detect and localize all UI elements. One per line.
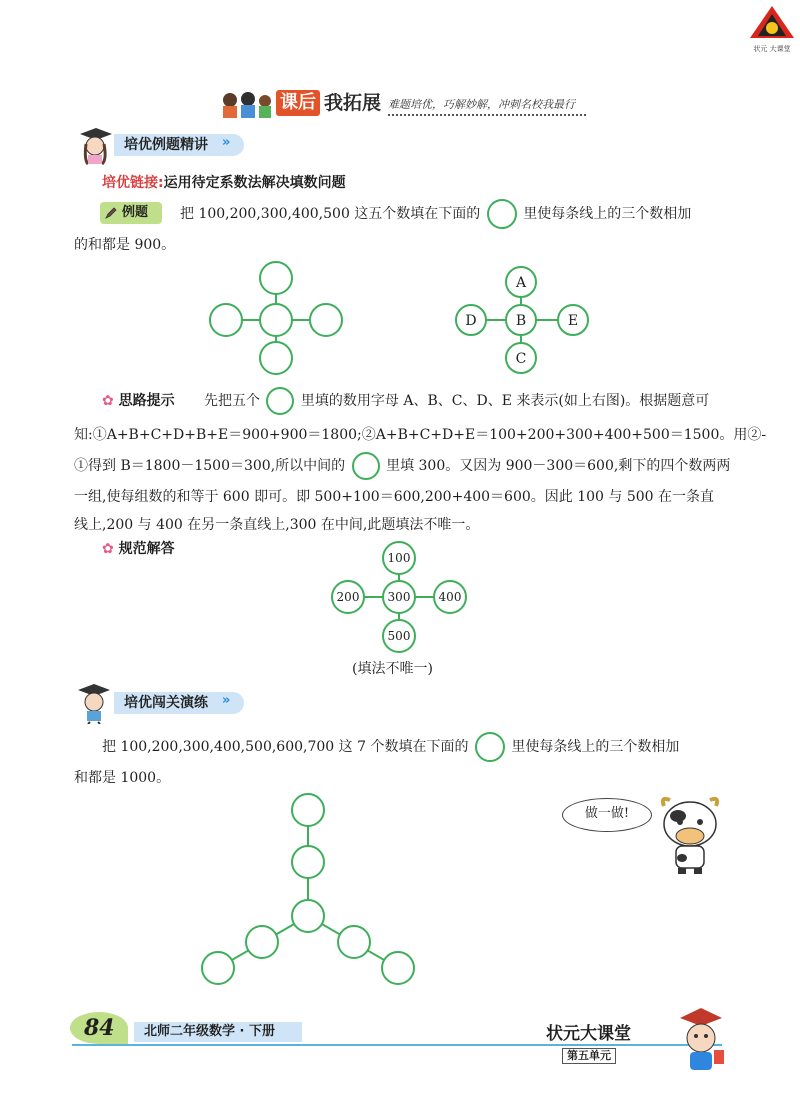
answer-label: 规范解答 (118, 541, 175, 557)
footer-unit: 第五单元 (562, 1048, 616, 1064)
flower-icon: ✿ (102, 393, 114, 409)
header-dotted-rule (388, 114, 586, 116)
letter-d: D (465, 313, 477, 329)
header-title: 我拓展 (324, 92, 382, 114)
corner-logo-text: 状元 大课堂 (753, 45, 791, 53)
exercise-text-a: 把 100,200,300,400,500,600,700 这 7 个数填在下面的 (102, 739, 469, 755)
link-label: 培优链接: (102, 175, 164, 191)
answer-cross-diagram (326, 538, 474, 656)
header-badge: 课后 (276, 90, 320, 116)
letter-b: B (515, 313, 527, 329)
exercise-circle-center[interactable] (292, 900, 324, 932)
flower-icon: ✿ (102, 541, 114, 557)
blank-circle-left (210, 304, 242, 336)
hint-circle-inline-1 (266, 387, 294, 415)
answer-heading (102, 542, 175, 556)
example-circle-inline (487, 199, 517, 229)
footer-book: 北师二年级数学 · 下册 (144, 1024, 275, 1039)
example-line-1 (180, 207, 691, 221)
exercise-circle-right-inner[interactable] (338, 926, 370, 958)
exercise-circle-left-outer[interactable] (202, 952, 234, 984)
link-line (102, 176, 346, 190)
letter-cross-diagram (456, 267, 588, 373)
footer-page-number: 84 (84, 1015, 115, 1041)
exercise-star-diagram (196, 790, 422, 990)
letter-c: C (515, 351, 527, 367)
exercise-text-c: 和都是 1000。 (74, 770, 171, 786)
example-tag (100, 202, 162, 224)
answer-note: (填法不唯一) (352, 661, 433, 677)
exercise-circle-top[interactable] (292, 794, 324, 826)
corner-logo (748, 4, 796, 53)
scholar-mascot-icon (670, 1004, 732, 1074)
hint-text-3b: 里填 300。又因为 900－300＝600,剩下的四个数两两 (386, 458, 731, 474)
example-label: 例题 (122, 205, 149, 220)
graduate-boy-icon (72, 682, 114, 724)
hint-line-2: 知:①A+B+C+D+B+E＝900+900＝1800;②A+B+C+D+E＝100+200+300+400+500＝1500。用②- (74, 427, 767, 443)
answer-value-top: 100 (387, 551, 411, 565)
exercise-line-1 (102, 740, 679, 754)
hint-line-4: 一组,使每组数的和等于 600 即可。即 500+100＝600,200+400＝600。因此 100 与 500 在一条直 (74, 489, 715, 505)
triangle-logo-icon (748, 4, 796, 40)
exercise-text-b: 里使每条线上的三个数相加 (511, 739, 680, 755)
section2-chevrons: » (222, 693, 231, 708)
hint-label: 思路提示 (118, 393, 175, 409)
hint-circle-inline-2 (352, 452, 380, 480)
section2-title: 培优闯关演练 (124, 695, 208, 711)
speech-text: 做一做! (584, 806, 630, 821)
letter-a: A (515, 275, 527, 291)
header-tagline: 难题培优，巧解妙解，冲刺名校我最行 (388, 98, 575, 111)
footer-rule (72, 1044, 722, 1046)
hint-text-3a: ①得到 B＝1800－1500＝300,所以中间的 (74, 458, 346, 474)
blank-circle-right (310, 304, 342, 336)
example-text-a: 把 100,200,300,400,500 这五个数填在下面的 (180, 206, 481, 222)
hint-text-1b: 里填的数用字母 A、B、C、D、E 来表示(如上右图)。根据题意可 (300, 393, 710, 409)
speech-bubble (562, 798, 652, 832)
hint-line-3 (74, 459, 730, 473)
section1-chevrons: » (222, 135, 231, 150)
example-text-c: 的和都是 900。 (74, 237, 176, 253)
blank-cross-diagram (210, 262, 342, 374)
kids-reading-icon (218, 90, 274, 120)
footer-brand: 状元大课堂 (546, 1024, 631, 1044)
answer-value-bottom: 500 (387, 629, 411, 643)
blank-circle-bottom (260, 342, 292, 374)
hint-heading (102, 394, 175, 408)
hint-line-1 (204, 394, 709, 408)
exercise-circle-right-outer[interactable] (382, 952, 414, 984)
pencil-icon (104, 206, 118, 220)
letter-e: E (567, 313, 579, 329)
hint-text-1a: 先把五个 (204, 393, 260, 409)
example-diagrams (200, 258, 600, 382)
answer-value-left: 200 (336, 590, 360, 604)
answer-value-right: 400 (438, 590, 462, 604)
exercise-circle-upper-middle[interactable] (292, 846, 324, 878)
blank-circle-top (260, 262, 292, 294)
cow-mascot-icon (650, 794, 730, 876)
header-banner (218, 88, 588, 122)
blank-circle-center (260, 304, 292, 336)
example-text-b: 里使每条线上的三个数相加 (523, 206, 692, 222)
hint-line-5: 线上,200 与 400 在另一条直线上,300 在中间,此题填法不唯一。 (74, 517, 480, 533)
section1-title: 培优例题精讲 (124, 137, 208, 153)
link-text: 运用待定系数法解决填数问题 (163, 175, 346, 191)
graduate-girl-icon (74, 126, 114, 166)
answer-value-center: 300 (387, 590, 411, 604)
exercise-circle-inline (475, 732, 505, 762)
exercise-circle-left-inner[interactable] (246, 926, 278, 958)
